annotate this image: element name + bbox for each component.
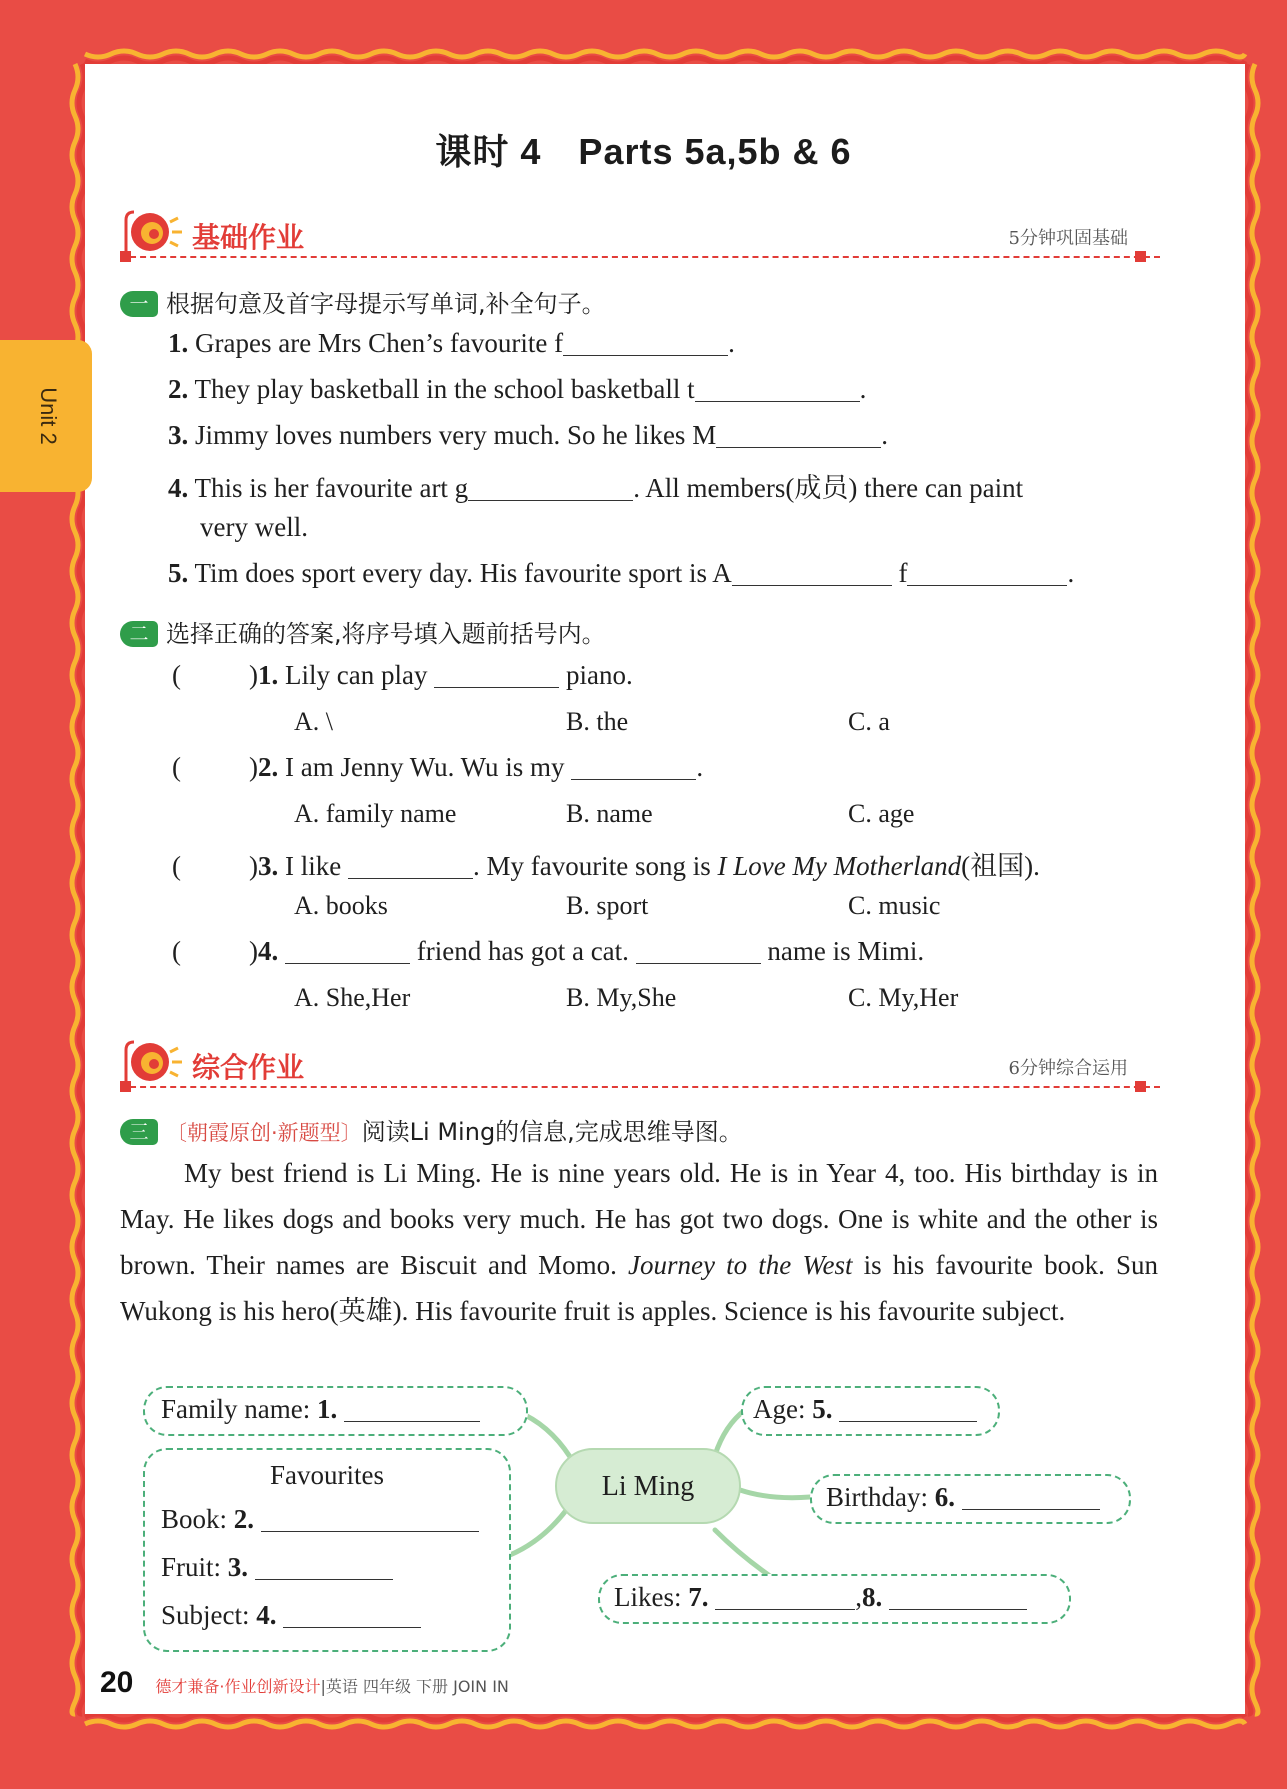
item-text: Jimmy loves numbers very much. So he likes M: [195, 420, 717, 450]
answer-blank[interactable]: [715, 1582, 855, 1610]
option-b: B. name: [566, 799, 653, 828]
answer-blank[interactable]: [283, 1600, 421, 1628]
mind-map-center: Li Ming: [555, 1448, 741, 1524]
field-number: 4.: [256, 1600, 277, 1630]
question-number-badge: 三: [120, 1119, 158, 1145]
answer-bracket[interactable]: ( ): [172, 851, 258, 881]
answer-blank[interactable]: [962, 1482, 1100, 1510]
answer-bracket[interactable]: ( ): [172, 752, 258, 782]
item-number: 4.: [168, 473, 189, 503]
unit-tab-label: Unit 2: [36, 387, 61, 445]
item-number: 1.: [168, 328, 189, 358]
item-text: (祖国).: [961, 851, 1040, 881]
field-number: 6.: [934, 1482, 955, 1512]
field-label: Likes:: [614, 1582, 689, 1612]
family-name-box: [143, 1386, 528, 1436]
item-text: They play basketball in the school basketball t: [194, 374, 695, 404]
answer-blank[interactable]: [255, 1552, 393, 1580]
question-instruction: 根据句意及首字母提示写单词,补全句子。: [166, 290, 606, 318]
passage-text: My best friend is Li Ming. He is nine years old. He is in Year 4, too. His birthday is in May. He likes dogs and books very much. He has got two dogs. One is white and the other is brown. Their names are Biscuit and Momo.: [120, 1158, 1158, 1280]
answer-blank[interactable]: [839, 1394, 977, 1422]
item-text: .: [696, 752, 704, 782]
q1-item-4-continued: very well.: [200, 512, 308, 542]
section-label: 综合作业: [192, 1051, 305, 1084]
separator: ,: [855, 1582, 862, 1612]
song-title: I Love My Motherland: [717, 851, 962, 881]
item-number: 3.: [168, 420, 189, 450]
answer-blank[interactable]: [889, 1582, 1027, 1610]
item-text: I am Jenny Wu. Wu is my: [285, 752, 572, 782]
option-c: C. age: [848, 799, 915, 828]
item-number: 2.: [258, 752, 279, 782]
option-b: B. My,She: [566, 983, 677, 1012]
option-a: A. family name: [294, 799, 457, 828]
item-text: .: [1067, 558, 1075, 588]
item-text: . All members(成员) there can paint: [633, 473, 1024, 503]
option-a: A. books: [294, 891, 388, 920]
option-c: C. My,Her: [848, 983, 959, 1012]
page-title: 课时 4 Parts 5a,5b & 6: [435, 131, 852, 172]
field-number: 1.: [316, 1394, 338, 1424]
item-text: name is Mimi.: [760, 936, 925, 966]
field-label: Birthday:: [826, 1482, 935, 1512]
field-label: Fruit:: [161, 1552, 228, 1582]
item-text: Lily can play: [285, 660, 435, 690]
favourites-heading: Favourites: [270, 1460, 384, 1490]
answer-bracket[interactable]: ( ): [172, 660, 258, 690]
question-number-badge: 一: [120, 291, 158, 317]
item-text: .: [728, 328, 735, 358]
item-number: 4.: [258, 936, 279, 966]
item-number: 5.: [168, 558, 189, 588]
field-number: 2.: [233, 1504, 255, 1534]
page-number: 20: [100, 1666, 134, 1699]
question-tag: 〔朝霞原创·新题型〕: [166, 1121, 362, 1145]
page-footer: [100, 1666, 509, 1700]
favourites-box: [143, 1448, 511, 1652]
fruit-row: [161, 1552, 493, 1600]
field-number: 8.: [862, 1582, 883, 1612]
option-b: B. sport: [566, 891, 649, 920]
answer-bracket[interactable]: ( ): [172, 936, 258, 966]
section-note: 6分钟综合运用: [1008, 1058, 1128, 1079]
item-text: This is her favourite art g: [194, 473, 469, 503]
item-number: 3.: [258, 851, 279, 881]
item-number: 2.: [168, 374, 189, 404]
option-c: C. music: [848, 891, 941, 920]
item-text: piano.: [559, 660, 633, 690]
field-number: 7.: [688, 1582, 709, 1612]
option-a: A. \: [294, 707, 333, 736]
field-label: Book:: [161, 1504, 234, 1534]
item-text: .: [859, 374, 867, 404]
item-text: Tim does sport every day. His favourite sport is A: [194, 558, 732, 588]
book-row: [161, 1504, 493, 1552]
field-number: 3.: [227, 1552, 249, 1582]
footer-info: |英语 四年级 下册 JOIN IN: [320, 1677, 509, 1696]
option-c: C. a: [848, 707, 890, 736]
footer-brand: 德才兼备·作业创新设计: [155, 1677, 321, 1696]
question-number-badge: 二: [120, 621, 158, 647]
section-label: 基础作业: [192, 221, 305, 254]
birthday-box: [810, 1474, 1131, 1524]
option-a: A. She,Her: [294, 983, 411, 1012]
item-text: I like: [285, 851, 348, 881]
book-title: Journey to the West: [628, 1250, 853, 1280]
answer-blank[interactable]: [261, 1504, 479, 1532]
field-number: 5.: [812, 1394, 833, 1424]
subject-row: [161, 1600, 493, 1644]
item-number: 1.: [258, 660, 279, 690]
field-label: Family name:: [161, 1394, 317, 1424]
likes-box: [598, 1574, 1071, 1624]
field-label: Subject:: [161, 1600, 257, 1630]
item-text: Grapes are Mrs Chen’s favourite f: [195, 328, 564, 358]
section-note: 5分钟巩固基础: [1008, 228, 1128, 249]
answer-blank[interactable]: [344, 1394, 480, 1422]
item-text: f: [898, 558, 908, 588]
age-box: [741, 1386, 1000, 1436]
item-text: .: [881, 420, 888, 450]
option-b: B. the: [566, 707, 629, 736]
question-instruction: 阅读Li Ming的信息,完成思维导图。: [361, 1118, 743, 1146]
field-label: Age:: [753, 1394, 813, 1424]
question-instruction: 选择正确的答案,将序号填入题前括号内。: [166, 620, 606, 648]
item-text: . My favourite song is: [472, 851, 718, 881]
item-text: friend has got a cat.: [410, 936, 636, 966]
passage-text: is his favourite book. Sun Wukong is his hero(英雄). His favourite fruit is apples. Science is his favourite subject.: [120, 1250, 1159, 1326]
